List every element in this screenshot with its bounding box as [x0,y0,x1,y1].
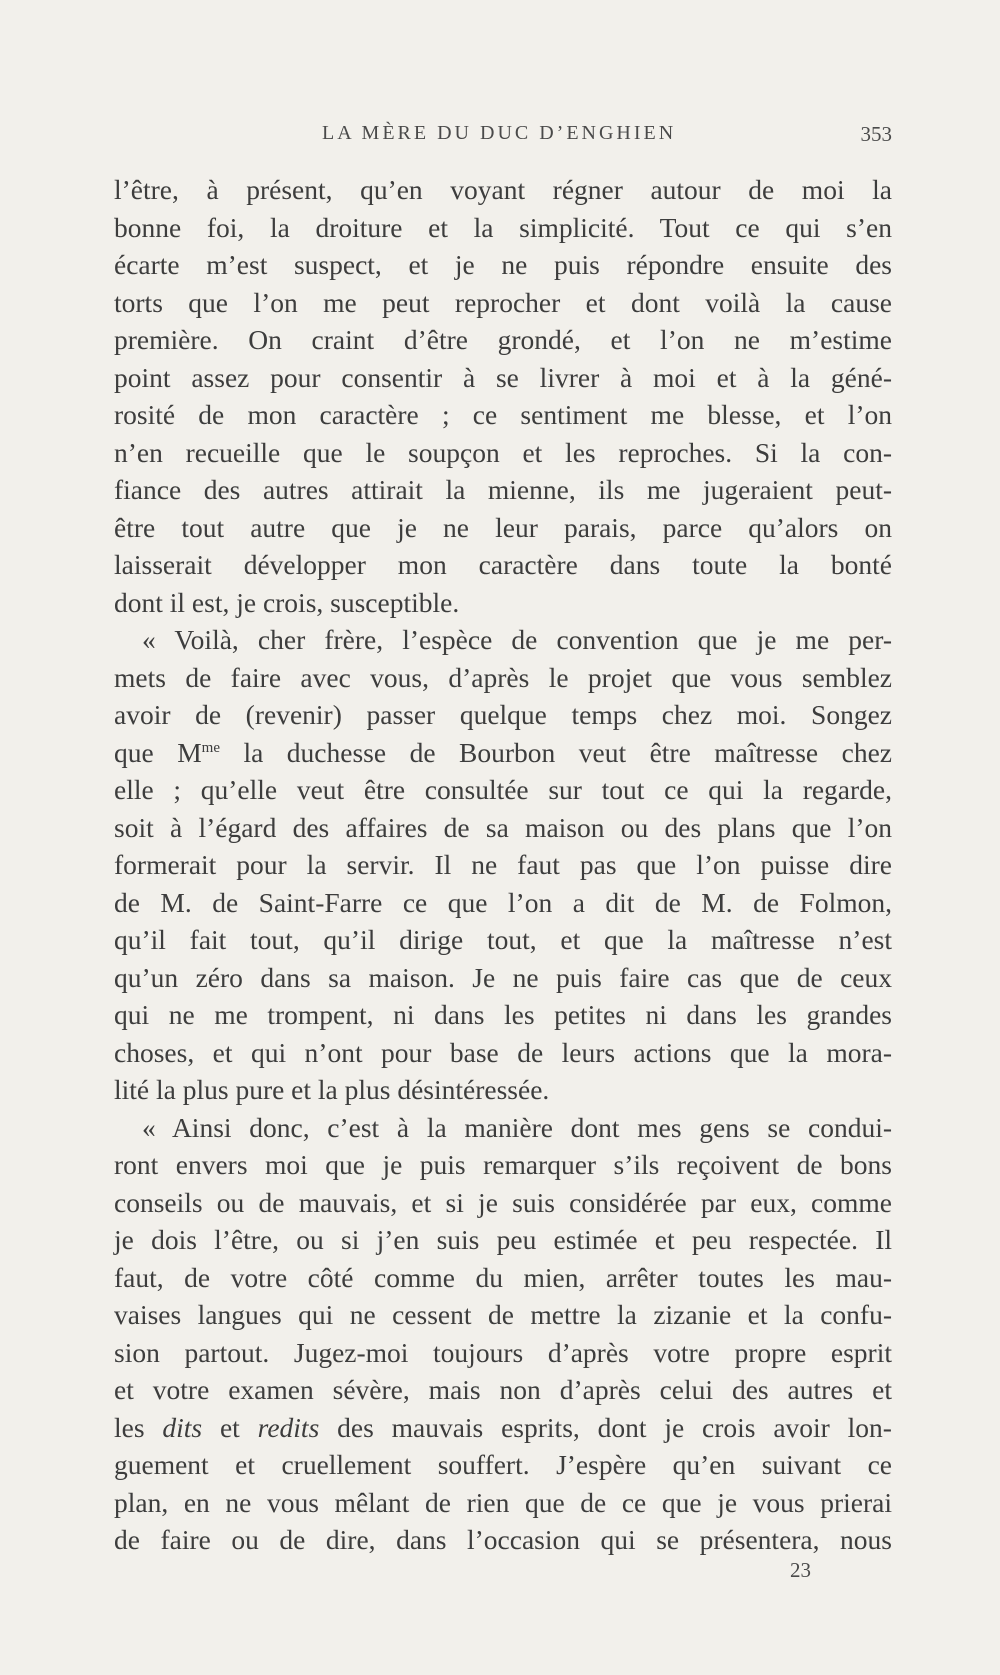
text-run: des mauvais esprits, dont je crois avoir lon- [319,1411,892,1443]
italic-text: dits [162,1411,203,1443]
text-line: guement et cruellement souffert. J’espère qu’en suivant ce [114,1449,892,1480]
text-line: lité la plus pure et la plus désintéressée. [114,1074,550,1105]
text-line: mets de faire avec vous, d’après le projet que vous semblez [114,661,892,693]
text-run: que M [114,736,202,768]
text-line: n’en recueille que le soupçon et les reproches. Si la con- [114,436,892,468]
text-line: point assez pour consentir à se livrer à moi et à la géné- [114,361,892,393]
text-line: qui ne me trompent, ni dans les petites ni dans les grandes [114,999,892,1030]
body-text [114,171,892,1559]
superscript: me [201,739,220,756]
text-line [114,1409,892,1447]
text-line: sion partout. Jugez-moi toujours d’après votre propre esprit [114,1336,892,1368]
text-line: choses, et qui n’ont pour base de leurs actions que la mora- [114,1036,892,1068]
text-line: torts que l’on me peut reprocher et dont voilà la cause [114,286,892,318]
text-run: et [202,1411,258,1443]
text-line: soit à l’égard des affaires de sa maison ou des plans que l’on [114,811,892,843]
text-line: vaises langues qui ne cessent de mettre la zizanie et la confu- [114,1299,892,1330]
text-line: qu’il fait tout, qu’il dirige tout, et que la maîtresse n’est [114,924,892,955]
text-line: je dois l’être, ou si j’en suis peu estimée et peu respectée. Il [114,1224,892,1255]
text-line: de M. de Saint-Farre ce que l’on a dit de M. de Folmon, [114,886,892,918]
text-line: qu’un zéro dans sa maison. Je ne puis faire cas que de ceux [114,961,892,993]
text-line: de faire ou de dire, dans l’occasion qui se présentera, nous [114,1524,892,1555]
text-line: écarte m’est suspect, et je ne puis répondre ensuite des [114,249,892,280]
text-line: bonne foi, la droiture et la simplicité. Tout ce qui s’en [114,211,892,243]
text-line: dont il est, je crois, susceptible. [114,586,460,618]
text-line: avoir de (revenir) passer quelque temps chez moi. Songez [114,699,892,730]
text-line: faut, de votre côté comme du mien, arrêter toutes les mau- [114,1261,892,1293]
text-line: laisserait développer mon caractère dans toute la bonté [114,549,892,580]
text-line: plan, en ne vous mêlant de rien que de ce que je vous prierai [114,1486,892,1518]
text-line: conseils ou de mauvais, et si je suis considérée par eux, comme [114,1186,892,1218]
text-line: « Voilà, cher frère, l’espèce de convention que je me per- [142,624,892,655]
text-line [114,734,892,772]
running-title: LA MÈRE DU DUC D’ENGHIEN [322,122,677,144]
text-line: première. On craint d’être grondé, et l’on ne m’estime [114,324,892,355]
text-line: l’être, à présent, qu’en voyant régner autour de moi la [114,174,892,205]
text-run: la duchesse de Bourbon veut être maîtresse chez [219,736,892,768]
text-line: « Ainsi donc, c’est à la manière dont mes gens se condui- [142,1111,892,1143]
text-line: ront envers moi que je puis remarquer s’ils reçoivent de bons [114,1149,892,1180]
signature-mark: 23 [790,1558,811,1582]
page-number: 353 [860,122,892,146]
page-header [114,122,892,152]
italic-text: redits [257,1411,320,1443]
text-line: et votre examen sévère, mais non d’après celui des autres et [114,1374,892,1405]
text-run: les [114,1411,163,1443]
text-line: être tout autre que je ne leur parais, parce qu’alors on [114,511,892,543]
text-line: elle ; qu’elle veut être consultée sur tout ce qui la regarde, [114,774,892,805]
text-line: rosité de mon caractère ; ce sentiment me blesse, et l’on [114,399,892,430]
text-line: formerait pour la servir. Il ne faut pas que l’on puisse dire [114,849,892,880]
text-line: fiance des autres attirait la mienne, ils me jugeraient peut- [114,474,892,505]
